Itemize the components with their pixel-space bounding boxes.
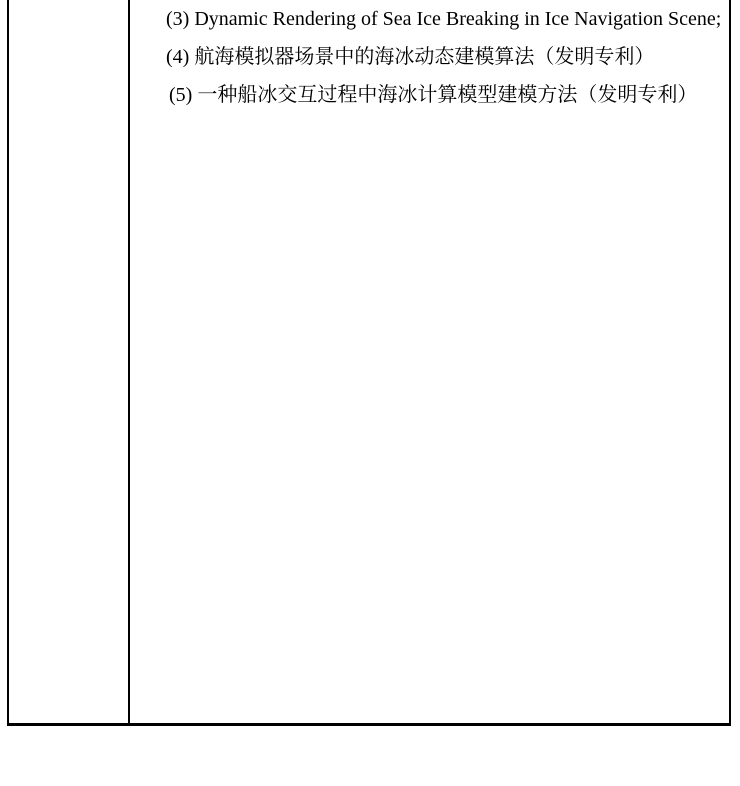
- document-table: [7, 0, 731, 726]
- list-item-english-title: (3) Dynamic Rendering of Sea Ice Breaking in Ice Navigation Scene;: [166, 8, 722, 30]
- list-item-patent-title: (4) 航海模拟器场景中的海冰动态建模算法（发明专利）: [166, 46, 655, 68]
- list-item-patent-title: (5) 一种船冰交互过程中海冰计算模型建模方法（发明专利）: [169, 84, 698, 106]
- table-cell-left-empty: [9, 0, 130, 723]
- table-cell-content: [130, 0, 729, 723]
